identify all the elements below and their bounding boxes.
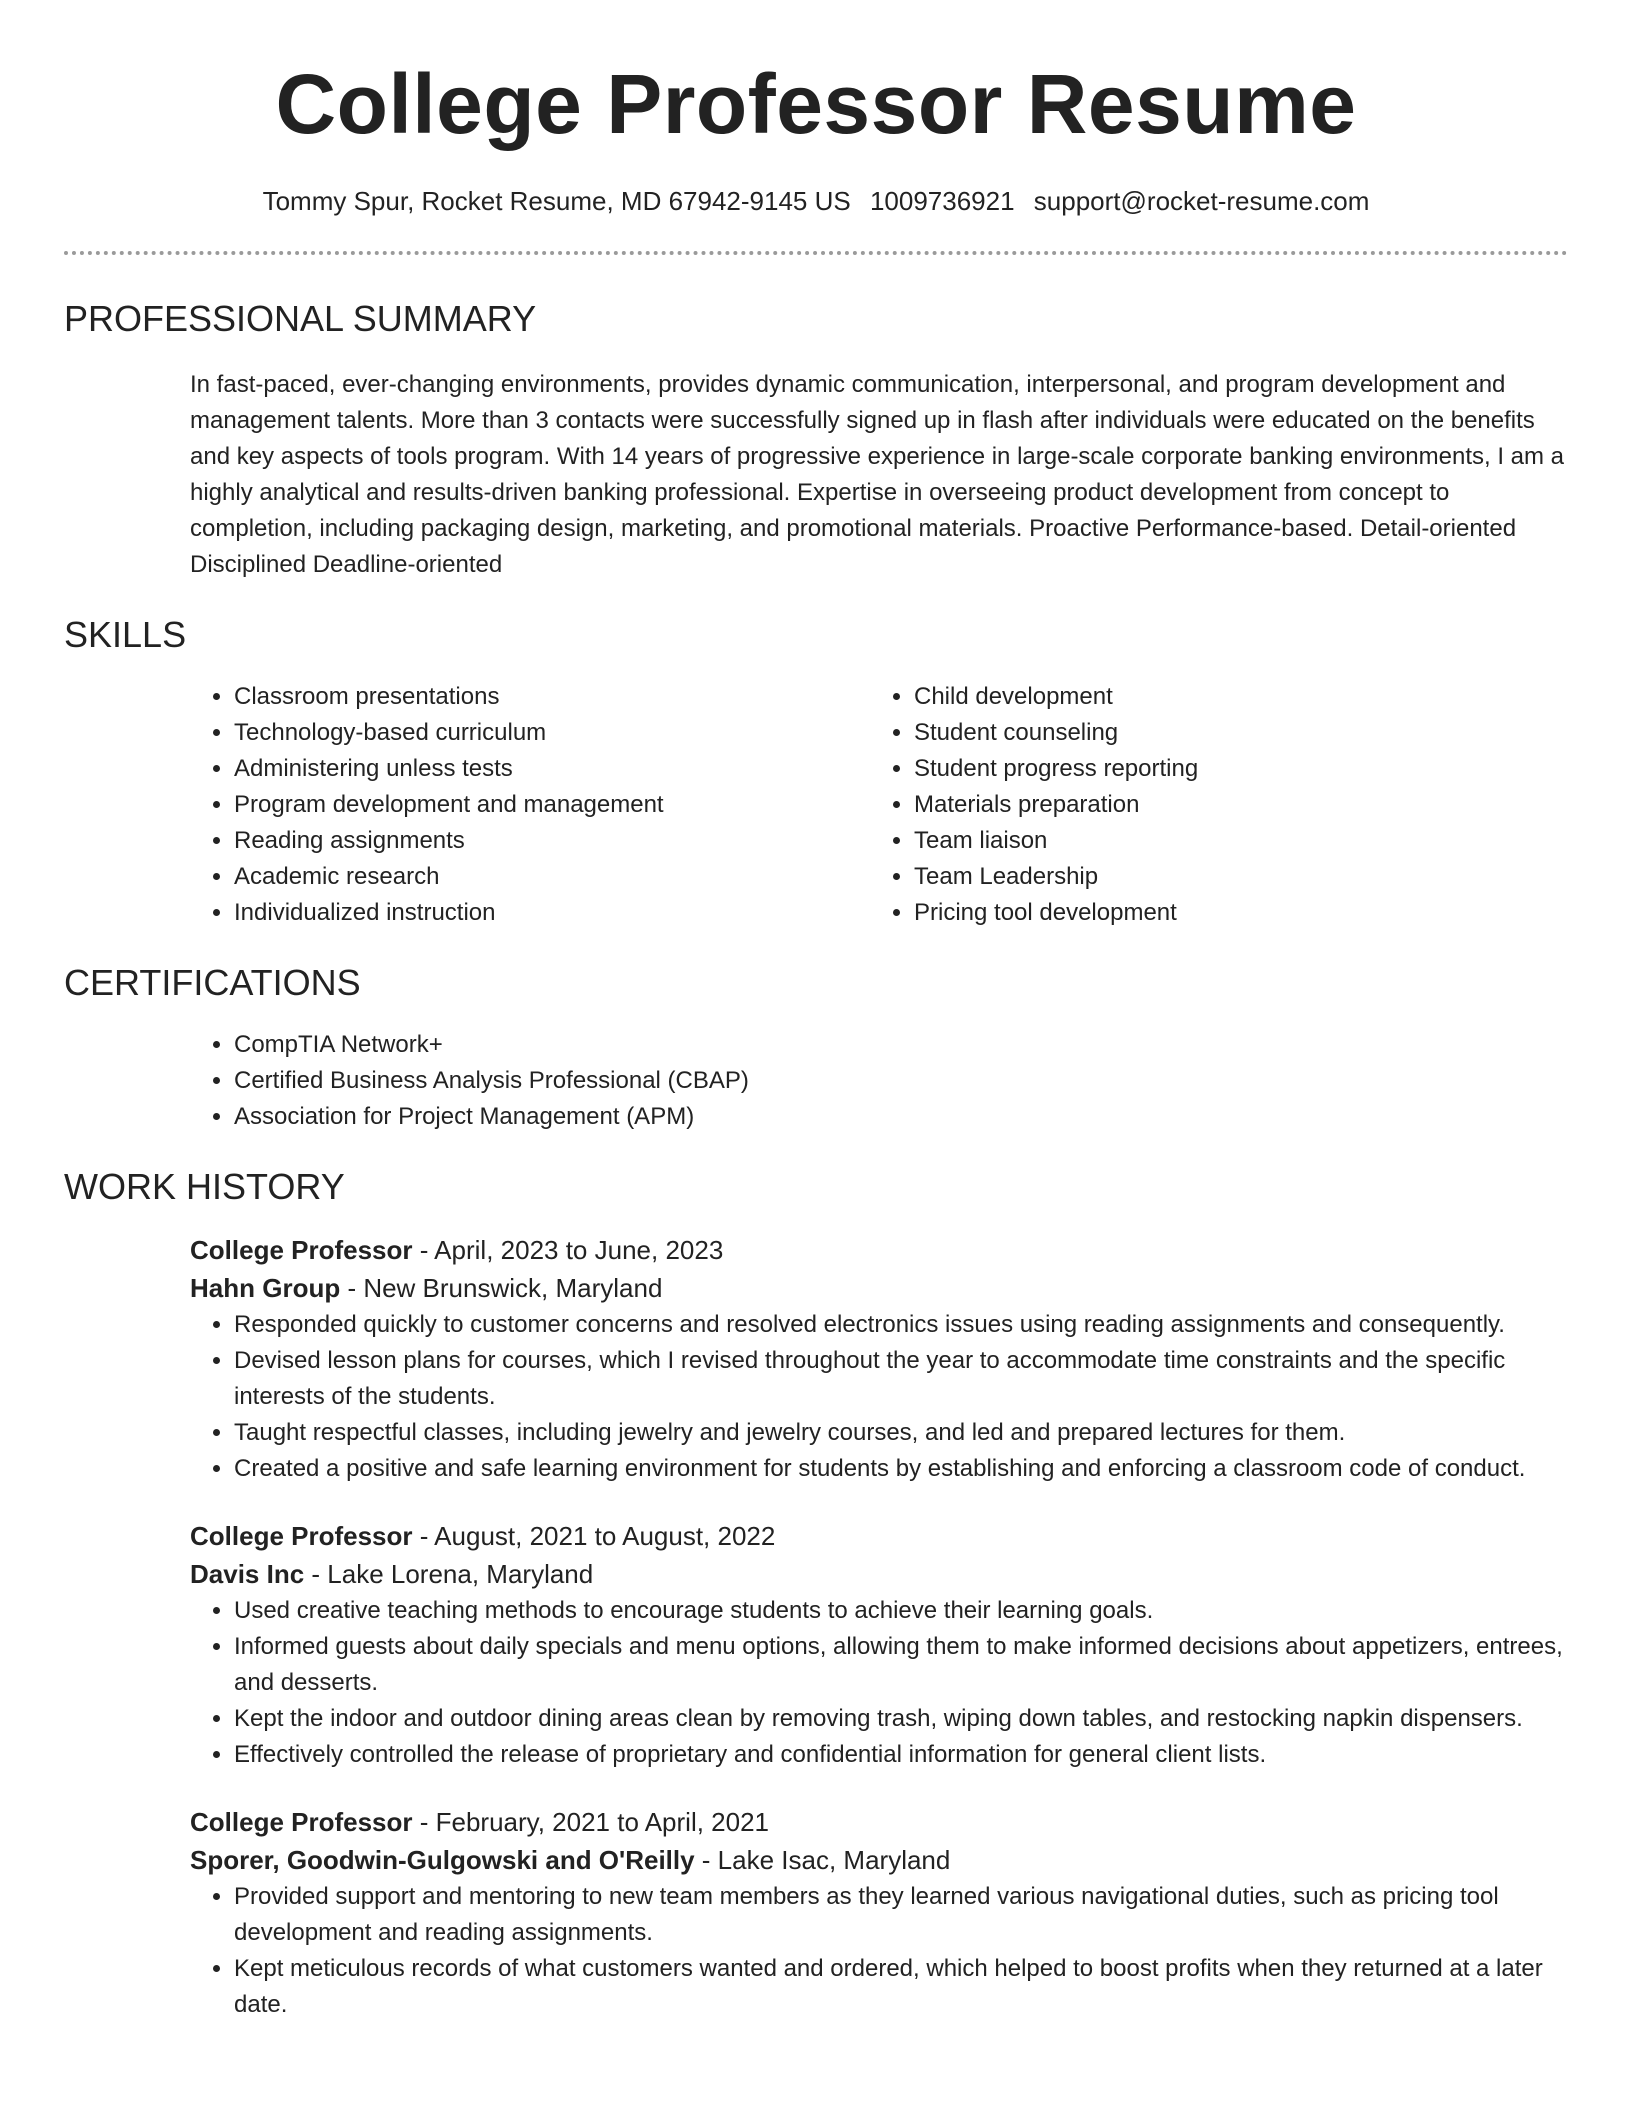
contact-phone: 1009736921 (869, 186, 1015, 216)
skill-item: • Reading assignments (234, 823, 870, 859)
job-role: College Professor (190, 1521, 413, 1551)
job-role-line (190, 1803, 1568, 1841)
job-bullet: • Taught respectful classes, including jewelry and jewelry courses, and led and prepared lectures for them. (234, 1415, 1568, 1451)
job-bullet: • Responded quickly to customer concerns and resolved electronics issues using reading assignments and consequently. (234, 1307, 1568, 1343)
job-bullet: • Created a positive and safe learning environment for students by establishing and enforcing a classroom code of conduct. (234, 1451, 1568, 1487)
job-dates: - August, 2021 to August, 2022 (412, 1521, 776, 1551)
job-company-line (190, 1555, 1568, 1593)
skill-item: • Academic research (234, 859, 870, 895)
certification-item: • Certified Business Analysis Professional (CBAP) (234, 1063, 1568, 1099)
skill-item: • Student counseling (914, 715, 1550, 751)
skill-item: • Pricing tool development (914, 895, 1550, 931)
job-bullet: • Kept meticulous records of what customers wanted and ordered, which helped to boost profits when they returned at a later date. (234, 1951, 1568, 2023)
job-company-line (190, 1841, 1568, 1879)
certification-item: • CompTIA Network+ (234, 1027, 1568, 1063)
job-location: - Lake Lorena, Maryland (304, 1559, 594, 1589)
job-company: Sporer, Goodwin-Gulgowski and O'Reilly (190, 1845, 695, 1875)
skill-item: • Team Leadership (914, 859, 1550, 895)
job-company: Hahn Group (190, 1273, 341, 1303)
skill-item: • Child development (914, 679, 1550, 715)
work-history-heading: WORK HISTORY (64, 1166, 345, 1207)
job-role-line (190, 1517, 1568, 1555)
resume-title: College Professor Resume (275, 57, 1357, 151)
job-bullets (190, 1307, 1568, 1487)
job-company: Davis Inc (190, 1559, 305, 1589)
job-bullet: • Used creative teaching methods to encourage students to achieve their learning goals. (234, 1593, 1568, 1629)
job-location: - Lake Isac, Maryland (694, 1845, 951, 1875)
summary-text: In fast-paced, ever-changing environments, provides dynamic communication, interpersonal, and program development and management talents. More than 3 contacts were successfully signed up in flash after individuals were educated on the benefits and key aspects of tools program. With 14 years of progressive experience in large-scale corporate banking environments, I am a highly analytical and results-driven banking professional. Expertise in overseeing product development from concept to completion, including packaging design, marketing, and promotional materials. Proactive Performance-based. Detail-oriented Disciplined Deadline-oriented (190, 371, 1565, 578)
job-bullet: • Devised lesson plans for courses, which I revised throughout the year to accommodate time constraints and the specific interests of the students. (234, 1343, 1568, 1415)
summary-heading: PROFESSIONAL SUMMARY (64, 298, 537, 339)
job-entry (190, 1231, 1568, 1487)
job-role: College Professor (190, 1807, 413, 1837)
skills-column-right (870, 679, 1550, 931)
skill-item: • Materials preparation (914, 787, 1550, 823)
contact-email: support@rocket-resume.com (1033, 186, 1370, 216)
certification-item: • Association for Project Management (APM) (234, 1099, 1568, 1135)
job-bullet: • Provided support and mentoring to new team members as they learned various navigational duties, such as pricing tool development and reading assignments. (234, 1879, 1568, 1951)
job-role-line (190, 1231, 1568, 1269)
certifications-list (190, 1027, 1568, 1135)
skill-item: • Student progress reporting (914, 751, 1550, 787)
skill-item: • Classroom presentations (234, 679, 870, 715)
skills-columns (190, 679, 1568, 931)
job-bullets (190, 1879, 1568, 2023)
job-dates: - April, 2023 to June, 2023 (412, 1235, 724, 1265)
skill-item: • Program development and management (234, 787, 870, 823)
contact-line (64, 186, 1568, 216)
contact-address: Tommy Spur, Rocket Resume, MD 67942-9145 US (262, 186, 851, 216)
job-bullet: • Effectively controlled the release of proprietary and confidential information for general client lists. (234, 1737, 1568, 1773)
job-location: - New Brunswick, Maryland (340, 1273, 663, 1303)
job-entry (190, 1803, 1568, 2023)
job-bullets (190, 1593, 1568, 1773)
job-entry (190, 1517, 1568, 1773)
skill-item: • Team liaison (914, 823, 1550, 859)
skill-item: • Technology-based curriculum (234, 715, 870, 751)
skill-item: • Individualized instruction (234, 895, 870, 931)
job-company-line (190, 1269, 1568, 1307)
skills-heading: SKILLS (64, 614, 187, 655)
job-bullet: • Informed guests about daily specials and menu options, allowing them to make informed decisions about appetizers, entrees, and desserts. (234, 1629, 1568, 1701)
job-bullet: • Kept the indoor and outdoor dining areas clean by removing trash, wiping down tables, and restocking napkin dispensers. (234, 1701, 1568, 1737)
header-divider (64, 251, 1568, 255)
job-dates: - February, 2021 to April, 2021 (412, 1807, 770, 1837)
job-role: College Professor (190, 1235, 413, 1265)
certifications-heading: CERTIFICATIONS (64, 962, 361, 1003)
skill-item: • Administering unless tests (234, 751, 870, 787)
skills-column-left (190, 679, 870, 931)
